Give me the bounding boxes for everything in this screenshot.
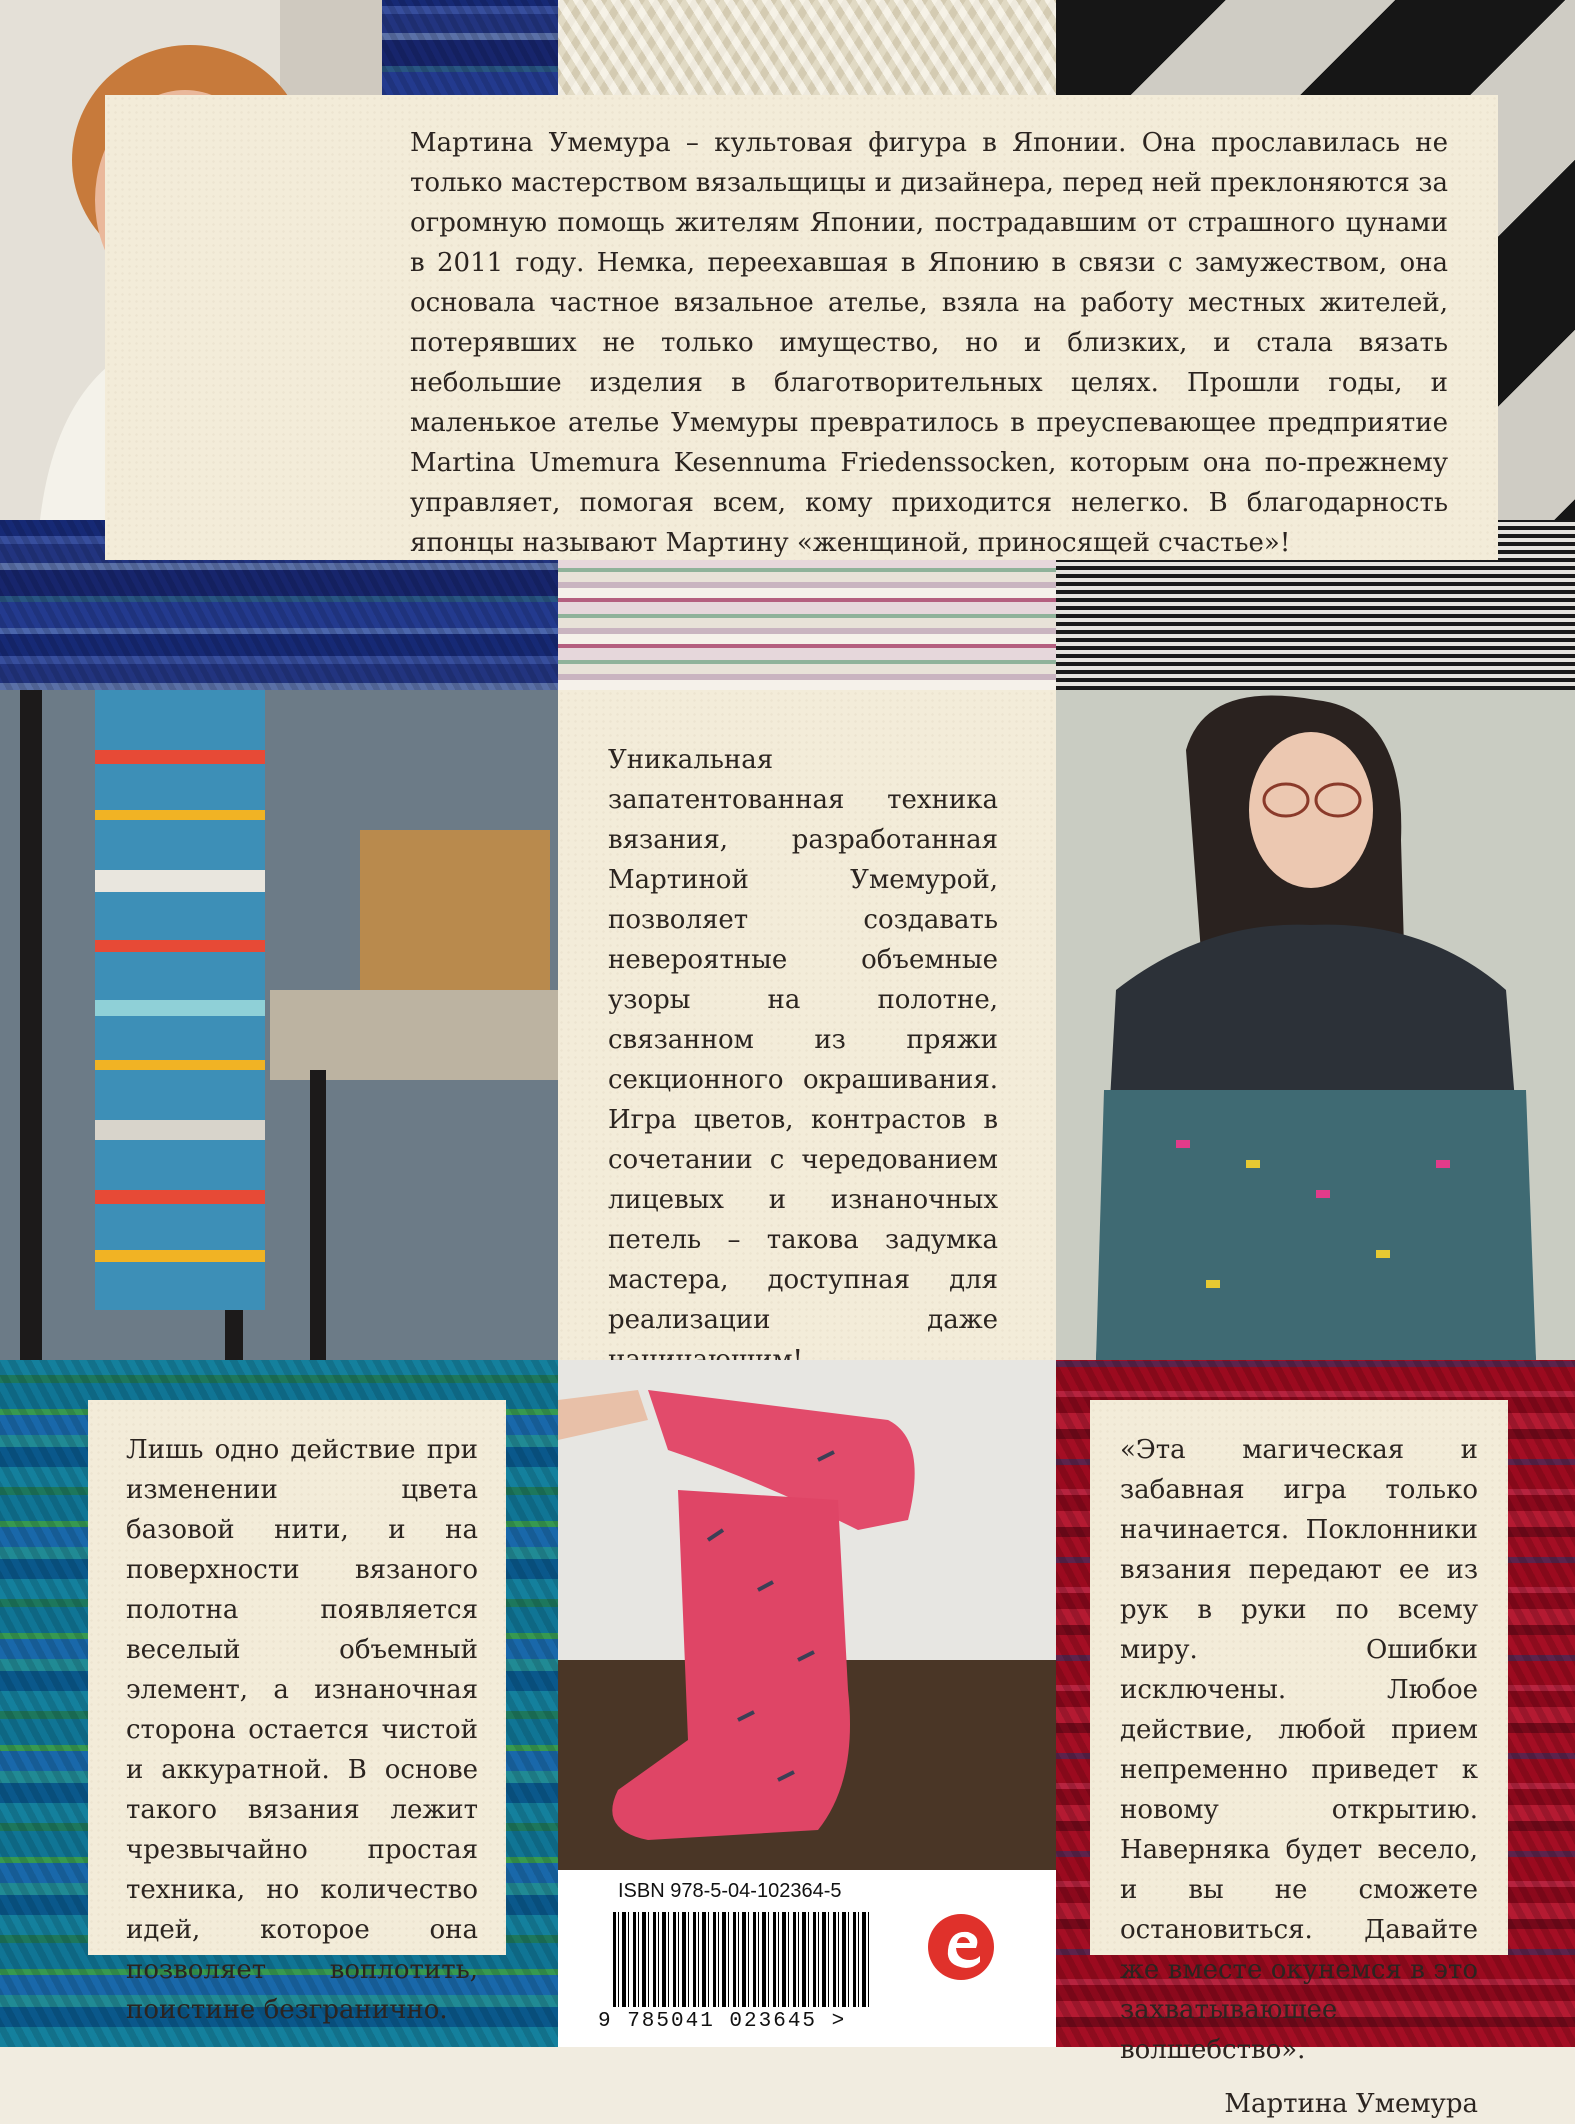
blanket-chair-photo xyxy=(0,690,558,1360)
isbn-barcode-digits: 9 785041 023645 > xyxy=(598,2010,847,2033)
isbn-label: ISBN 978-5-04-102364-5 xyxy=(618,1880,842,1902)
quote-text-panel xyxy=(1090,1400,1508,2119)
blanket-chair-illustration xyxy=(0,690,558,1360)
intro-paragraph: Мартина Умемура – культовая фигура в Японии. Она прославилась не только мастерством вязальщицы и дизайнера, перед ней преклоняются за огромную помощь жителям Японии, пострадавшим от страшного цунами в 2011 году. Немка, переехавшая в Японию в связи с замужеством, она основала частное вязальное ателье, взяла на работу местных жителей, потерявших не только имущество, но и близких, и стала вязать небольшие изделия в благотворительных целях. Прошли годы, и маленькое ателье Умемуры превратилось в преуспевающее предприятие Martina Umemura Kesennuma Friedenssocken, которым она по-прежнему управляет, помогая всем, кому приходится нелегко. В благодарность японцы называют Мартину «женщиной, приносящей счастье»! xyxy=(410,128,1448,558)
publisher-logo-icon xyxy=(926,1912,996,1982)
socks-photo xyxy=(558,1360,1056,1870)
technique-text-panel xyxy=(558,690,1056,1360)
socks-illustration xyxy=(558,1360,1056,1870)
isbn-panel xyxy=(558,1870,1056,2047)
sweater-model-illustration xyxy=(1056,690,1575,1360)
quote-paragraph: «Эта магическая и забавная игра только начинается. Поклонники вязания передают ее из рук в руки по всему миру. Ошибки исключены. Любое действие, любой прием непременно приведет к новому открытию. Наверняка будет весело, и вы не сможете остановиться. Давайте же вместе окунемся в это захватывающее волшебство». xyxy=(1120,1435,1478,2065)
technique-paragraph: Уникальная запатентованная техника вязания, разработанная Мартиной Умемурой, позволяет создавать невероятные объемные узоры на полотне, связанном из пряжи секционного окрашивания. Игра цветов, контрастов в сочетании с чередованием лицевых и изнаночных петель – такова задумка мастера, доступная для реализации даже xyxy=(608,745,998,1335)
intro-text-panel xyxy=(105,95,1498,560)
isbn-barcode xyxy=(613,1912,873,2007)
action-text-panel xyxy=(88,1400,506,2025)
quote-author: Мартина Умемура xyxy=(1224,2089,1478,2119)
action-paragraph: Лишь одно действие при изменении цвета базовой нити, и на поверхности вязаного полотна появляется веселый объемный элемент, а изнаночная сторона остается чистой и аккуратной. В основе такого вязания лежит чрезвычайно простая техника, но количество идей, которое она позволяет воплотить, поистине безгранично. xyxy=(126,1435,478,2025)
sweater-model-photo xyxy=(1056,690,1575,1360)
